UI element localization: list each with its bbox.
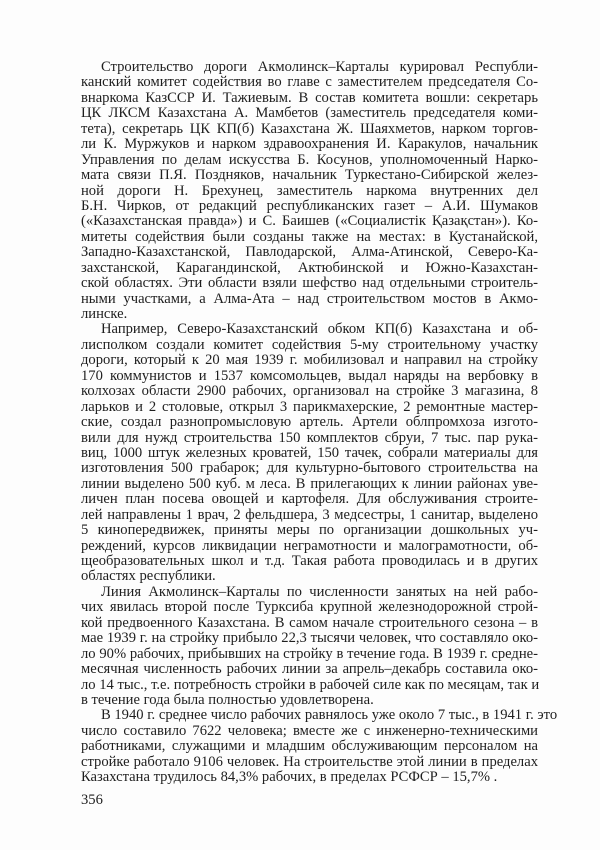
text-line: канский комитет содействия во главе с заместителем председателя Со- [81, 74, 538, 91]
text-line: виц, 1000 штук железных кроватей, 150 тачек, собрали материалы для [81, 444, 538, 461]
paragraph [81, 707, 558, 786]
text-line: работниками, служащими и младшим обслуживающим персоналом на [81, 738, 538, 755]
page-number: 356 [81, 792, 103, 808]
text-line: 5 кинопередвижек, приняты меры по организации дошкольных уч- [81, 522, 538, 539]
text-line: колхозах области 2900 рабочих, организовал на стройке 3 магазина, 8 [81, 383, 538, 400]
text-line: мата связи П.Я. Поздняков, начальник Туркестано-Сибирской желез- [81, 167, 538, 184]
text-line: месячная численность рабочих линии за апрель–декабрь составила око- [81, 661, 538, 678]
paragraph [81, 585, 538, 709]
text-line: ЦК ЛКСМ Казахстана А. Мамбетов (заместитель председателя коми- [81, 105, 538, 122]
text-line: щеобразовательных школ и т.д. Такая работа проводилась и в других [81, 553, 538, 569]
text-line: лей направлены 1 врач, 2 фельдшера, 3 медсестры, 1 санитар, выделено [81, 506, 538, 523]
text-line: ские, создал разнопромысловую артель. Артели облпромхоза изгото- [81, 414, 538, 431]
text-line: линии выделено 500 куб. м леса. В прилегающих к линии районах уве- [81, 475, 538, 492]
text-line: линске. [81, 306, 128, 322]
text-line: захстанской, Карагандинской, Актюбинской и Южно-Казахстан- [81, 259, 538, 276]
text-line: («Казахстанская правда») и С. Баишев («Социалистік Қазақстан»). Ко- [81, 213, 538, 230]
text-line: Казахстана трудилось 84,3% рабочих, в пределах РСФСР – 15,7% . [81, 769, 498, 786]
text-line: личен план посева овощей и картофеля. Для обслуживания строите- [81, 491, 538, 508]
text-line: ло 90% рабочих, прибывших на стройку в течение года. В 1939 г. средне- [81, 645, 538, 662]
body-text [81, 59, 558, 786]
text-line: Например, Северо-Казахстанский обком КП(б) Казахстана и об- [101, 321, 538, 338]
text-line: Западно-Казахстанской, Павлодарской, Алма-Атинской, Северо-Ка- [81, 244, 538, 261]
text-line: 170 коммунистов и 1537 комсомольцев, выдал наряды на вербовку в [81, 367, 538, 384]
text-line: ской областях. Эти области взяли шефство над отдельными строитель- [81, 275, 538, 292]
text-line: кой предвоенного Казахстана. В самом начале строительного сезона – в [81, 614, 538, 631]
paragraph [81, 322, 538, 584]
text-line: лисполком создали комитет содействия 5-му строительному участку [81, 336, 538, 353]
text-line: в течение года была полностью удовлетворена. [81, 691, 374, 708]
text-line: тета), секретарь ЦК КП(б) Казахстана Ж. Шаяхметов, нарком торгов- [81, 120, 538, 137]
text-line: ло 14 тыс., т.е. потребность стройки в рабочей силе как по месяцам, так и [81, 676, 540, 693]
text-line: Строительство дороги Акмолинск–Карталы курировал Республи- [101, 59, 538, 75]
text-line: число составило 7622 человека; вместе же с инженерно-техническими [81, 722, 538, 739]
text-line: изготовления 500 грабарок; для культурно-бытового строительства на [81, 460, 538, 477]
text-line: ной дороги Н. Брехунец, заместитель наркома внутренних дел [81, 182, 538, 199]
text-line: Управления по делам искусства Б. Косунов, уполномоченный Нарко- [81, 151, 538, 168]
text-line: Линия Акмолинск–Карталы по численности занятых на ней рабо- [101, 583, 538, 600]
text-line: внаркома КазССР И. Тажиевым. В состав комитета вошли: секретарь [81, 89, 538, 106]
text-line: чих явилась второй после Турксиба крупной железнодорожной строй- [81, 599, 538, 616]
text-line: Б.Н. Чирков, от редакций республиканских газет – А.И. Шумаков [81, 197, 538, 214]
paragraph [81, 60, 538, 322]
text-line: областях республики. [81, 568, 216, 585]
text-line: вили для нужд строительства 150 комплектов сбруи, 7 тыс. пар рука- [81, 429, 538, 446]
text-line: ными участками, а Алма-Ата – над строительством мостов в Акмо- [81, 290, 538, 307]
text-line: стройке работало 9106 человек. На строительстве этой линии в пределах [81, 753, 538, 770]
text-line: ли К. Муржуков и нарком здравоохранения И. Каракулов, начальник [81, 136, 538, 153]
text-line: мае 1939 г. на стройку прибыло 22,3 тысячи человек, что составляло око- [81, 630, 538, 647]
text-line: ларьков и 2 столовые, открыл 3 парикмахерские, 2 ремонтные мастер- [81, 398, 538, 415]
text-line: В 1940 г. среднее число рабочих равнялось уже около 7 тыс., в 1941 г. это [101, 707, 558, 724]
text-line: митеты содействия были созданы также на местах: в Кустанайской, [81, 228, 538, 245]
text-line: дороги, который к 20 мая 1939 г. мобилизовал и направил на стройку [81, 352, 538, 369]
text-line: реждений, курсов ликвидации неграмотности и малограмотности, об- [81, 537, 538, 554]
